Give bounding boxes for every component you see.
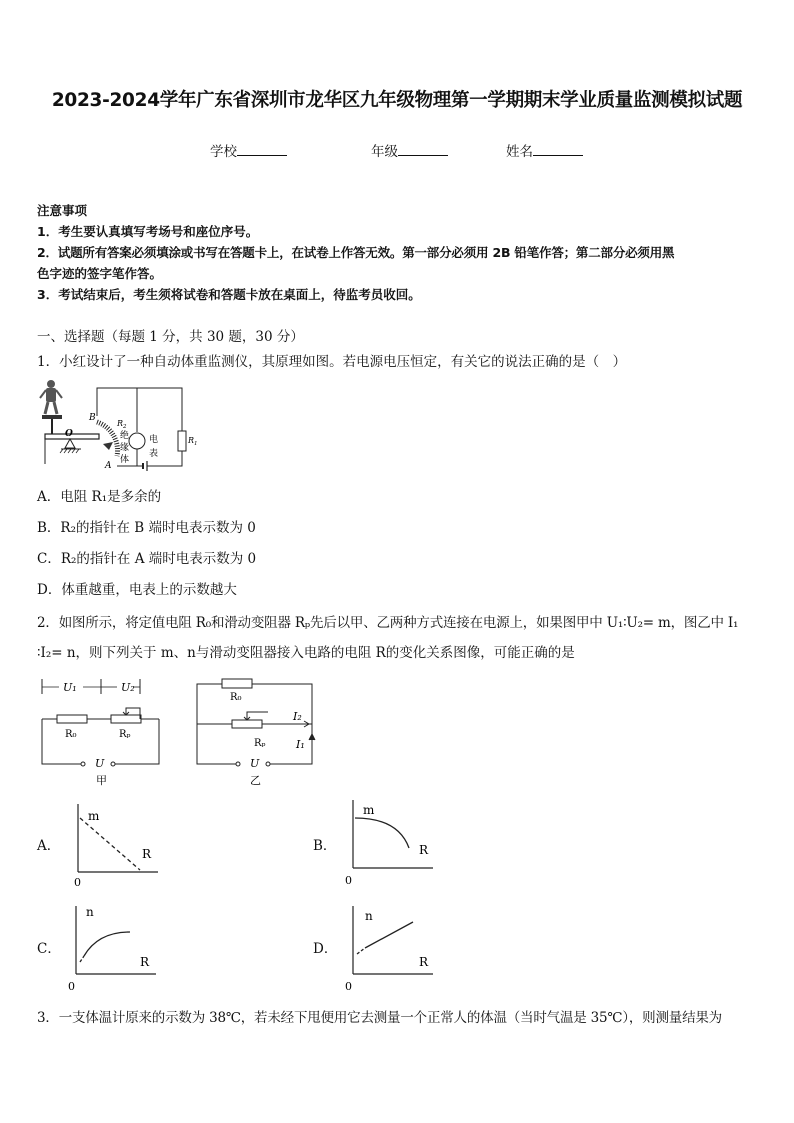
weight-monitor-diagram: [37, 376, 197, 476]
insulator-char-3: 体: [120, 455, 130, 465]
y-label: n: [365, 909, 373, 923]
curve-increasing-line: [365, 922, 413, 948]
insulator-char-2: 缘: [120, 443, 130, 453]
curve-decreasing-line: [80, 818, 140, 870]
slider-pointer: [103, 442, 113, 450]
x-label: R: [419, 843, 429, 857]
r2-arc-resistor: [97, 422, 118, 456]
rp-rheostat: [232, 720, 262, 728]
r0-resistor: [222, 679, 252, 688]
school-blank: [237, 143, 287, 156]
q2-graph-d: [343, 902, 443, 994]
jia-label: 甲: [96, 774, 107, 787]
u-label: U: [95, 757, 105, 770]
rp-label: Rₚ: [254, 738, 266, 749]
meter-char-1: 电: [149, 435, 159, 445]
x-label: R: [419, 955, 429, 969]
y-label: m: [363, 803, 375, 817]
q1-option-b: B．R₂的指针在 B 端时电表示数为 0: [37, 520, 256, 536]
label-R1: $R_1$: [188, 436, 198, 447]
rp-label: Rₚ: [119, 729, 131, 740]
question-3-stem: 3．一支体温计原来的示数为 38℃，若未经下甩便用它去测量一个正常人的体温（当时气温是 35℃），则测量结果为: [37, 1010, 722, 1026]
person-figure: [40, 380, 62, 414]
u-label: U: [250, 757, 260, 770]
q2-option-c-label: C．: [37, 941, 61, 957]
grade-blank: [398, 143, 448, 156]
label-B: B: [89, 413, 96, 423]
q2-option-b-label: B．: [313, 838, 337, 854]
curve-concave-down: [355, 818, 409, 848]
yi-label: 乙: [250, 774, 261, 787]
r0-resistor: [57, 715, 87, 723]
label-O: O: [65, 429, 73, 439]
circuit-yi: [192, 674, 322, 794]
u2-label: U₂: [121, 681, 135, 694]
origin-label: 0: [345, 980, 352, 993]
name-field: [506, 140, 583, 160]
name-blank: [533, 143, 583, 156]
origin-label: 0: [68, 980, 75, 993]
r0-label: R₀: [65, 729, 77, 740]
school-field: [210, 140, 287, 160]
label-R2: $R_2$: [117, 419, 127, 430]
r0-label: R₀: [230, 692, 242, 703]
origin-label: 0: [345, 874, 352, 887]
q2-graph-b: [343, 796, 443, 888]
meter-char-2: 表: [149, 449, 159, 459]
x-label: R: [140, 955, 150, 969]
q2-option-d-label: D．: [313, 941, 338, 957]
question-2-line-1: 2．如图所示，将定值电阻 R₀和滑动变阻器 Rₚ先后以甲、乙两种方式连接在电源上，如果图甲中 U₁∶U₂= m，图乙中 I₁: [37, 615, 739, 631]
i2-label: I₂: [293, 710, 302, 723]
grade-label: 年级: [371, 144, 398, 160]
q1-option-c: C．R₂的指针在 A 端时电表示数为 0: [37, 551, 257, 567]
scale-platform: [42, 415, 62, 419]
notice-item-1: 1．考生要认真填写考场号和座位序号。: [37, 224, 259, 239]
notice-heading: 注意事项: [37, 203, 88, 218]
r1-resistor: [178, 431, 186, 451]
i1-arrow: [309, 734, 315, 740]
notice-item-2b: 色字迹的签字笔作答。: [37, 266, 163, 281]
label-A: A: [105, 461, 112, 471]
y-label: n: [86, 905, 94, 919]
school-label: 学校: [210, 144, 237, 160]
notice-item-2a: 2．试题所有答案必须填涂或书写在答题卡上，在试卷上作答无效。第一部分必须用 2B 铅笔作答；第二部分必须用黑: [37, 245, 675, 260]
x-label: R: [142, 847, 152, 861]
q2-graph-c: [66, 902, 166, 994]
q1-option-a: A．电阻 R₁是多余的: [37, 489, 162, 505]
question-1-stem: 1．小红设计了一种自动体重监测仪，其原理如图。若电源电压恒定，有关它的说法正确的是（ ）: [37, 354, 627, 370]
i1-label: I₁: [296, 738, 305, 751]
u1-label: U₁: [63, 681, 77, 694]
circuit-jia: [37, 674, 167, 794]
section-heading: 一、选择题（每题 1 分，共 30 题，30 分）: [37, 329, 304, 345]
curve-increasing-saturating: [84, 932, 130, 956]
y-label: m: [88, 809, 100, 823]
origin-label: 0: [74, 876, 81, 889]
q2-option-a-label: A．: [37, 838, 61, 854]
q1-option-d: D．体重越重，电表上的示数越大: [37, 582, 237, 598]
question-2-line-2: ∶I₂= n，则下列关于 m、n与滑动变阻器接入电路的电阻 R的变化关系图像，可能正确的是: [37, 645, 575, 661]
name-label: 姓名: [506, 144, 533, 160]
q2-graph-a: [68, 800, 168, 890]
page-title: 2023-2024学年广东省深圳市龙华区九年级物理第一学期期末学业质量监测模拟试题: [51, 90, 743, 111]
insulator-char-1: 绝: [120, 431, 130, 441]
grade-field: [371, 140, 448, 160]
meter-circle: [129, 433, 145, 449]
notice-item-3: 3．考试结束后，考生须将试卷和答题卡放在桌面上，待监考员收回。: [37, 287, 421, 302]
rp-rheostat: [111, 715, 141, 723]
